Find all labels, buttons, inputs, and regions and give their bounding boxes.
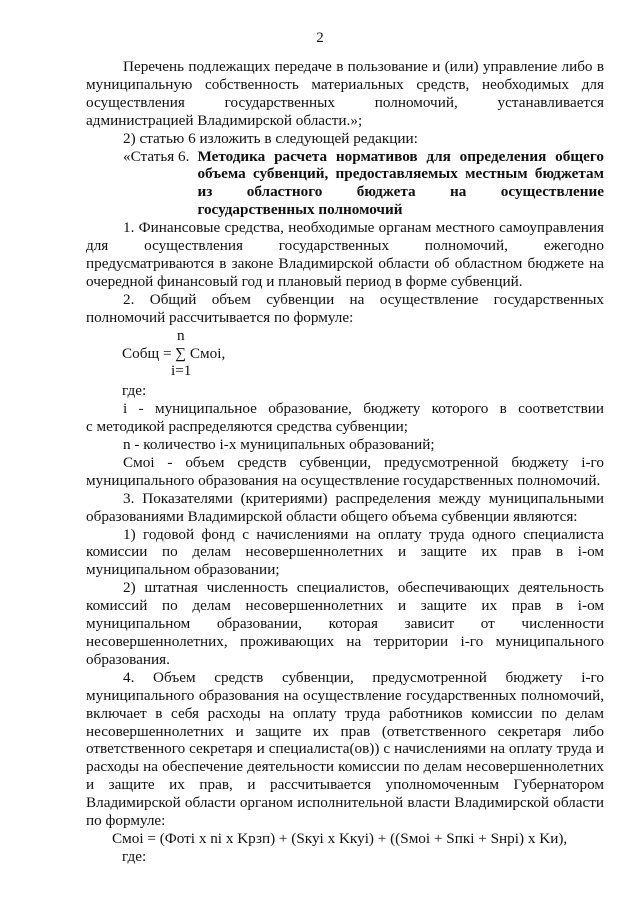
intro-line: Перечень подлежащих передаче в пользование и (или) управление либо в xyxy=(123,58,604,75)
paragraph-2-line: 2. Общий объем субвенции на осуществление государственных xyxy=(123,290,604,308)
where-label: где: xyxy=(122,847,147,865)
definition-line: муниципального образования на осуществление государственных полномочий. xyxy=(86,471,601,489)
intro-line: администрацией Владимирской области.»; xyxy=(86,111,363,129)
paragraph-1-line: очередной финансовый год и плановый период в форме субвенций. xyxy=(86,272,523,290)
criterion-2-line: 2) штатная численность специалистов, обеспечивающих деятельность xyxy=(123,579,604,597)
paragraph-4-line: по формуле: xyxy=(86,812,166,830)
where-label: где: xyxy=(122,382,147,400)
definition-line: i - муниципальное образование, бюджету которого в соответствии xyxy=(123,400,604,418)
criterion-2-line: образования. xyxy=(86,650,170,668)
article-title-line: объема субвенций, предоставляемых местным бюджетам xyxy=(197,165,604,183)
article-heading xyxy=(86,148,604,220)
formula-upper-limit: n xyxy=(177,326,185,344)
intro-line: осуществления государственных полномочий, устанавливается xyxy=(86,93,604,111)
paragraph-4-line: и защите их прав, и рассчитывается уполномоченным Губернатором xyxy=(86,776,604,794)
definition-line: Cмоi - объем средств субвенции, предусмотренной бюджету i-го xyxy=(123,453,604,471)
paragraph-2-line: полномочий рассчитывается по формуле: xyxy=(86,308,354,326)
article-title-line: из областного бюджета на осуществление xyxy=(197,183,604,201)
definition-line: n - количество i-х муниципальных образований; xyxy=(123,436,435,454)
criterion-2-line: несовершеннолетних, проживающих на территории i-го муниципального xyxy=(86,633,604,650)
formula-total xyxy=(86,327,604,381)
paragraph-1-line: для осуществления государственных полномочий, ежегодно xyxy=(86,237,604,255)
page-number: 2 xyxy=(316,30,324,46)
criterion-2-line: муниципальном образовании, которая зависит от численности xyxy=(86,615,604,633)
article-title xyxy=(189,148,604,220)
intro-line: муниципальную собственность материальных средств, необходимых для xyxy=(86,75,604,93)
criterion-1-line: 1) годовой фонд с начислениями на оплату труда одного специалиста xyxy=(123,525,604,543)
amendment-item-2: 2) статью 6 изложить в следующей редакции: xyxy=(123,129,418,147)
paragraph-4-line: включает в себя расходы на оплату труда работников комиссии по делам xyxy=(86,704,604,722)
paragraph-1-line: 1. Финансовые средства, необходимые органам местного самоуправления xyxy=(123,219,604,237)
paragraph-4-line: расходы на обеспечение деятельности комиссии по делам несовершеннолетних xyxy=(86,758,604,776)
paragraph-4-line: несовершеннолетних и защите их прав (ответственного секретаря либо xyxy=(86,722,604,740)
paragraph-4-line: Владимирской области органом исполнительной власти Владимирской области xyxy=(86,794,604,812)
formula-main: Cобщ = ∑ Cмоi, xyxy=(122,344,226,362)
article-label: «Статья 6. xyxy=(123,147,190,165)
article-title-line: Методика расчета нормативов для определения общего xyxy=(197,147,604,165)
definition-line: с методикой распределяются средства субвенции; xyxy=(86,418,409,436)
paragraph-4-line: ответственного секретаря и специалиста(ов)) с начислениями на оплату труда и xyxy=(86,740,604,758)
paragraph-4-line: муниципального образования на осуществление государственных полномочий, xyxy=(86,686,604,704)
paragraph-3-line: образованиями Владимирской области общего объема субвенции являются: xyxy=(86,507,578,525)
paragraph-4-line: 4. Объем средств субвенции, предусмотренной бюджету i-го xyxy=(123,668,604,686)
criterion-1-line: комиссии по делам несовершеннолетних и защите их прав в i-ом xyxy=(86,543,604,561)
paragraph-1-line: предусматриваются в законе Владимирской области об областном бюджете на xyxy=(86,254,604,272)
paragraph-3-line: 3. Показателями (критериями) распределения между муниципальными xyxy=(123,489,604,507)
document-body xyxy=(86,58,604,866)
criterion-1-line: муниципальном образовании; xyxy=(86,561,280,579)
formula-lower-limit: i=1 xyxy=(171,362,192,380)
criterion-2-line: комиссий по делам несовершеннолетних и защите их прав в i-ом xyxy=(86,597,604,615)
formula-subvention: Cмоi = (Фотi х ni х Kрзп) + (Sкуi х Kкуi) + ((Sмоi + Sпкi + Sнрi) х Kи), xyxy=(112,829,568,847)
article-title-line: государственных полномочий xyxy=(197,201,403,219)
